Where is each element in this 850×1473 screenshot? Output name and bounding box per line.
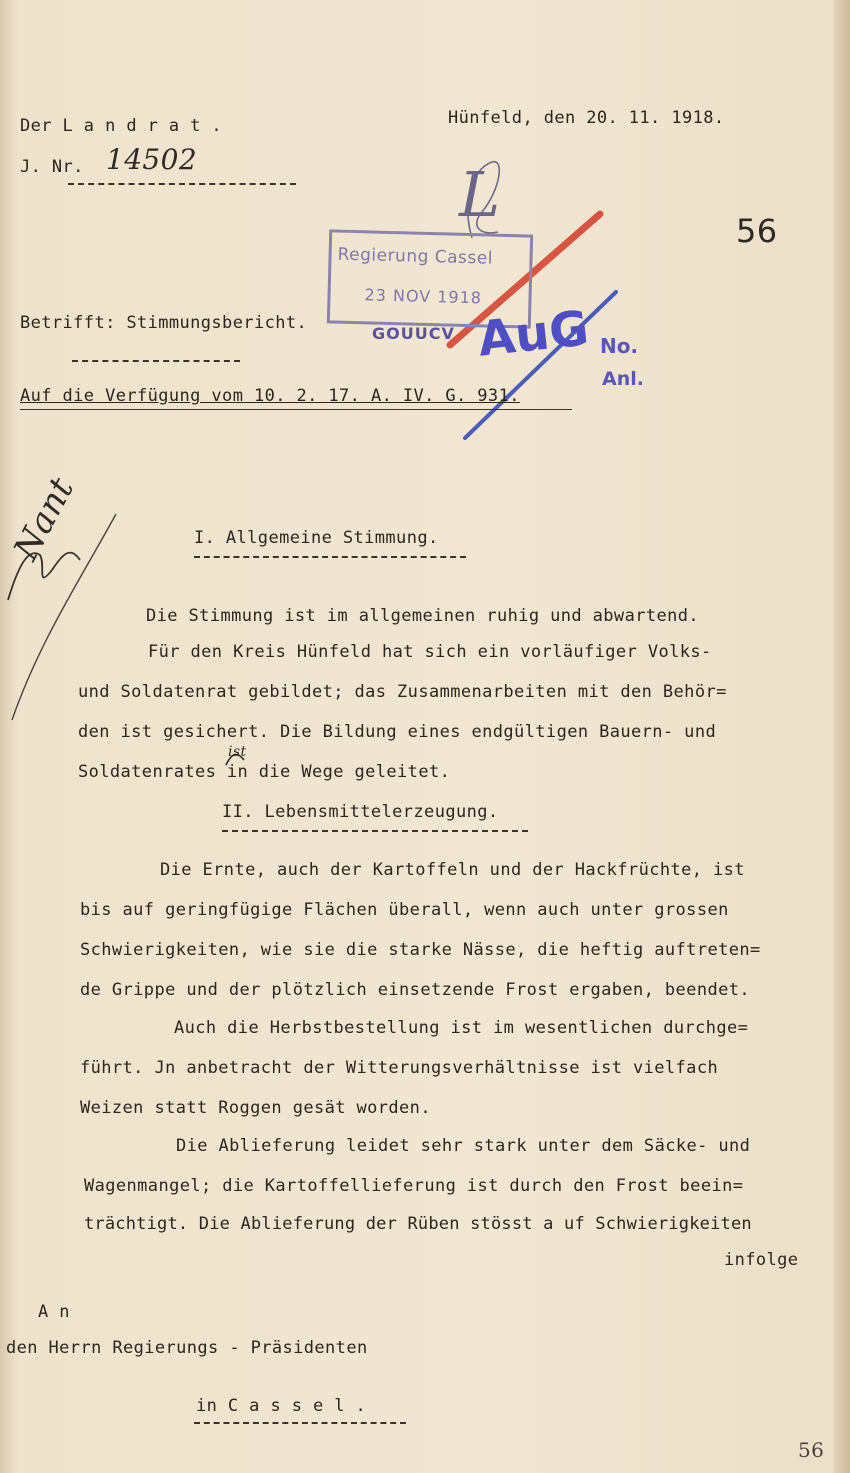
recipient-an: A n	[38, 1302, 70, 1322]
place-date: Hünfeld, den 20. 11. 1918.	[448, 108, 725, 128]
section-2-line: Wagenmangel; die Kartoffellieferung ist durch den Frost beein=	[84, 1176, 744, 1196]
recipient-city: in C a s s e l .	[196, 1396, 367, 1416]
registry-no-label: No.	[600, 334, 639, 358]
section-2-underline	[222, 830, 528, 832]
reference-line: Auf die Verfügung vom 10. 2. 17. A. IV. G. 931.	[20, 386, 520, 406]
registry-anl-label: Anl.	[602, 368, 644, 390]
stamp-authority: Regierung Cassel	[337, 244, 494, 269]
continuation-word: infolge	[724, 1250, 799, 1270]
section-1-line: Die Stimmung ist im allgemeinen ruhig und abwartend.	[146, 606, 700, 626]
section-2-line: Die Ernte, auch der Kartoffeln und der Hackfrüchte, ist	[160, 860, 745, 880]
journal-number-handwritten: 14502	[106, 143, 198, 176]
page-number-top: 56	[736, 212, 778, 250]
registry-mark: AuG	[475, 300, 592, 368]
subject-line: Betrifft: Stimmungsbericht.	[20, 313, 308, 333]
section-2-line: de Grippe und der plötzlich einsetzende Frost ergaben, beendet.	[80, 980, 750, 1000]
section-1-heading: I. Allgemeine Stimmung.	[194, 528, 439, 548]
recipient-city-underline	[194, 1422, 406, 1424]
section-2-line: Schwierigkeiten, wie sie die starke Nässe, die heftig auftreten=	[80, 940, 761, 960]
section-1-line: den ist gesichert. Die Bildung eines endgültigen Bauern- und	[78, 722, 717, 742]
journal-label: J. Nr.	[20, 157, 84, 177]
page-number-footer: 56	[798, 1438, 825, 1462]
section-1-line: und Soldatenrat gebildet; das Zusammenarbeiten mit den Behör=	[78, 682, 727, 702]
section-2-line: Auch die Herbstbestellung ist im wesentlichen durchge=	[174, 1018, 749, 1038]
section-2-heading: II. Lebensmittelerzeugung.	[222, 802, 499, 822]
journal-underline	[68, 183, 296, 185]
section-2-line: führt. Jn anbetracht der Witterungsverhältnisse ist vielfach	[80, 1058, 719, 1078]
section-2-line: Weizen statt Roggen gesät worden.	[80, 1098, 431, 1118]
section-1-underline	[194, 556, 466, 558]
section-2-line: Die Ablieferung leidet sehr stark unter dem Säcke- und	[176, 1136, 751, 1156]
recipient-name: den Herrn Regierungs - Präsidenten	[6, 1338, 368, 1358]
insert-word-handwritten: ist	[228, 744, 247, 760]
margin-handwritten-note: Nant	[6, 471, 83, 567]
section-2-line: bis auf geringfügige Flächen überall, wenn auch unter grossen	[80, 900, 729, 920]
stamp-date: 23 NOV 1918	[364, 285, 483, 308]
section-1-line: Soldatenrates in die Wege geleitet.	[78, 762, 451, 782]
sender-label: Der L a n d r a t .	[20, 116, 223, 136]
subject-separator	[72, 360, 240, 362]
section-2-line: trächtigt. Die Ablieferung der Rüben stösst a uf Schwierigkeiten	[84, 1214, 752, 1234]
stamp-subtext: GOUUCV	[372, 324, 455, 343]
reference-double-underline	[20, 409, 572, 410]
section-1-line: Für den Kreis Hünfeld hat sich ein vorläufiger Volks-	[148, 642, 712, 662]
initial-letter: L	[459, 158, 501, 231]
